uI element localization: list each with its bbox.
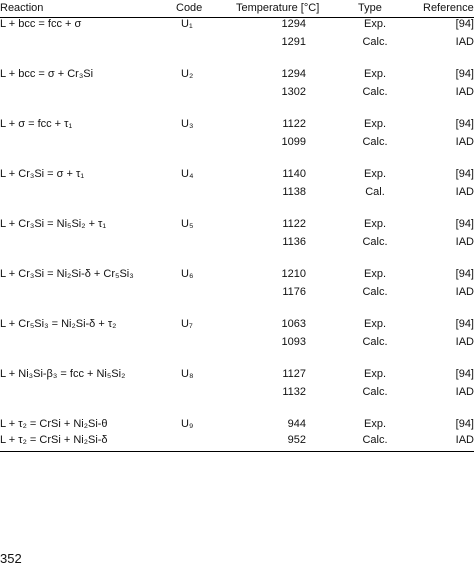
cell-reference: [94] xyxy=(455,318,474,330)
cell-reaction: L + τ₂ = CrSi + Ni₂Si-θ xyxy=(0,418,108,430)
cell-type: Exp. xyxy=(363,118,386,130)
cell-code: U₉ xyxy=(181,418,194,430)
cell-reaction: L + σ = fcc + τ₁ xyxy=(0,118,73,130)
cell-reaction: L + bcc = fcc + σ xyxy=(0,18,82,30)
cell-code: U₂ xyxy=(181,68,194,80)
cell-reference: IAD xyxy=(455,236,474,248)
cell-reaction: L + Cr₅Si₃ = Ni₂Si-δ + τ₂ xyxy=(0,318,117,330)
cell-reference: [94] xyxy=(455,168,474,180)
cell-reference: IAD xyxy=(455,434,474,446)
cell-code: U₄ xyxy=(181,168,194,180)
cell-code: U₃ xyxy=(181,118,194,130)
cell-type: Calc. xyxy=(362,236,388,248)
cell-reference: IAD xyxy=(455,36,474,48)
header-reaction: Reaction xyxy=(0,2,44,14)
table-row xyxy=(0,36,474,50)
cell-type: Cal. xyxy=(365,186,385,198)
cell-type: Calc. xyxy=(362,386,388,398)
cell-type: Calc. xyxy=(362,136,388,148)
cell-reference: [94] xyxy=(455,368,474,380)
cell-reaction: L + τ₂ = CrSi + Ni₂Si-δ xyxy=(0,434,108,446)
table-row xyxy=(0,368,474,382)
cell-reaction: L + Ni₃Si-β₃ = fcc + Ni₅Si₂ xyxy=(0,368,126,380)
table-row xyxy=(0,68,474,82)
cell-temperature: 1122 xyxy=(282,118,306,130)
cell-temperature: 1099 xyxy=(281,136,306,148)
table-bottom-rule xyxy=(0,451,474,452)
cell-type: Exp. xyxy=(363,268,386,280)
cell-type: Exp. xyxy=(363,318,386,330)
table-row xyxy=(0,168,474,182)
table-row xyxy=(0,136,474,150)
cell-temperature: 1138 xyxy=(282,186,306,198)
cell-temperature: 952 xyxy=(287,434,306,446)
table-row xyxy=(0,418,474,432)
cell-type: Exp. xyxy=(363,368,386,380)
table-row xyxy=(0,86,474,100)
table-row xyxy=(0,268,474,282)
cell-reference: [94] xyxy=(455,418,474,430)
cell-reference: [94] xyxy=(455,68,474,80)
cell-temperature: 1122 xyxy=(282,218,306,230)
cell-type: Calc. xyxy=(362,336,388,348)
cell-temperature: 1210 xyxy=(281,268,306,280)
cell-reference: [94] xyxy=(455,268,474,280)
cell-temperature: 1140 xyxy=(282,168,306,180)
cell-code: U₆ xyxy=(181,268,194,280)
table-row xyxy=(0,434,474,448)
cell-reaction: L + Cr₃Si = σ + τ₁ xyxy=(0,168,85,180)
cell-type: Exp. xyxy=(363,68,386,80)
header-temperature: Temperature [°C] xyxy=(236,2,320,14)
cell-type: Calc. xyxy=(362,286,388,298)
cell-type: Exp. xyxy=(363,418,386,430)
table-row xyxy=(0,18,474,32)
table-row xyxy=(0,218,474,232)
table-row xyxy=(0,286,474,300)
cell-type: Calc. xyxy=(362,434,388,446)
table-row xyxy=(0,336,474,350)
cell-type: Calc. xyxy=(362,36,388,48)
cell-temperature: 1291 xyxy=(281,36,306,48)
cell-temperature: 1132 xyxy=(282,386,306,398)
cell-temperature: 1063 xyxy=(281,318,306,330)
cell-temperature: 1176 xyxy=(282,286,306,298)
cell-reference: IAD xyxy=(455,136,474,148)
cell-type: Exp. xyxy=(363,168,386,180)
cell-type: Exp. xyxy=(363,218,386,230)
header-code: Code xyxy=(176,2,203,14)
cell-code: U₇ xyxy=(181,318,193,330)
cell-reference: IAD xyxy=(455,286,474,298)
cell-temperature: 1294 xyxy=(281,68,306,80)
cell-reference: [94] xyxy=(455,118,474,130)
cell-temperature: 1136 xyxy=(282,236,306,248)
cell-temperature: 944 xyxy=(287,418,306,430)
table-row xyxy=(0,318,474,332)
table-row xyxy=(0,118,474,132)
cell-type: Exp. xyxy=(363,18,386,30)
cell-reference: [94] xyxy=(455,218,474,230)
table-header xyxy=(0,2,474,16)
table-row xyxy=(0,386,474,400)
cell-temperature: 1294 xyxy=(281,18,306,30)
cell-reference: IAD xyxy=(455,336,474,348)
cell-reaction: L + Cr₃Si = Ni₂Si-δ + Cr₅Si₃ xyxy=(0,268,134,280)
table-row xyxy=(0,236,474,250)
cell-reaction: L + Cr₃Si = Ni₅Si₂ + τ₁ xyxy=(0,218,107,230)
page-number: 352 xyxy=(0,551,22,566)
cell-temperature: 1127 xyxy=(282,368,306,380)
cell-code: U₈ xyxy=(181,368,194,380)
cell-type: Calc. xyxy=(362,86,388,98)
cell-reference: IAD xyxy=(455,186,474,198)
cell-reference: IAD xyxy=(455,386,474,398)
cell-code: U₁ xyxy=(181,18,193,30)
table-row xyxy=(0,186,474,200)
cell-code: U₅ xyxy=(181,218,194,230)
cell-temperature: 1093 xyxy=(281,336,306,348)
cell-reaction: L + bcc = σ + Cr₃Si xyxy=(0,68,94,80)
cell-temperature: 1302 xyxy=(281,86,306,98)
cell-reference: IAD xyxy=(455,86,474,98)
cell-reference: [94] xyxy=(455,18,474,30)
header-type: Type xyxy=(358,2,382,14)
header-reference: Reference xyxy=(423,2,474,14)
